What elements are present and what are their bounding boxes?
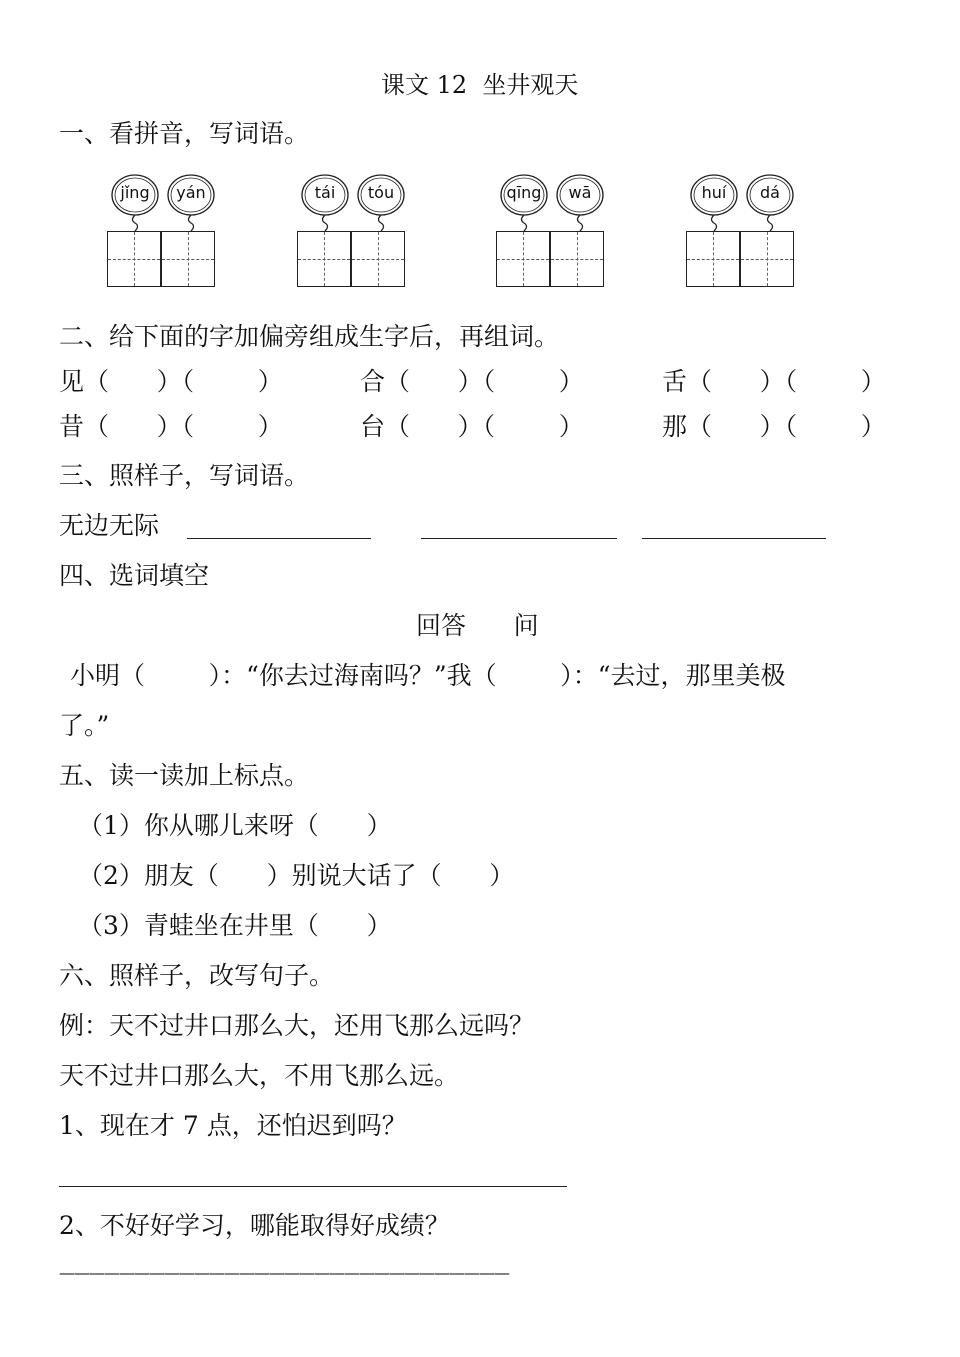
s4-sentence-line1: 小明（ ）：“你去过海南吗？”我（ ）：“去过，那里美极	[70, 661, 786, 690]
word-group-4	[684, 173, 796, 289]
section-1-heading: 一、看拼音，写词语。	[59, 119, 310, 148]
pinyin-bubble	[556, 173, 604, 217]
s6-example: 例：天不过井口那么大，还用飞那么远吗？	[59, 1011, 535, 1040]
pinyin-bubble	[301, 173, 349, 217]
pinyin-text: dá	[760, 183, 780, 202]
writing-grid[interactable]	[496, 231, 604, 287]
word-group-3	[494, 173, 606, 289]
pinyin-text: jǐng	[120, 183, 150, 202]
pinyin-text: qīng	[506, 183, 542, 202]
s5-question: （2）朋友（ ）别说大话了（ ）	[78, 861, 515, 890]
section-2-heading: 二、给下面的字加偏旁组成生字后，再组词。	[59, 322, 560, 351]
s3-example-word: 无边无际	[59, 511, 160, 540]
page-title: 课文 12 坐井观天	[381, 71, 579, 99]
radical-item: 合（ ）（ ）	[360, 367, 584, 396]
word-group-2	[295, 173, 407, 289]
answer-dash-line[interactable]: ——————————————————————————————	[59, 1263, 509, 1282]
pinyin-text: tóu	[367, 183, 395, 202]
s6-example-answer: 天不过井口那么大，不用飞那么远。	[59, 1061, 460, 1090]
s6-question: 2、不好好学习，哪能取得好成绩？	[59, 1211, 450, 1240]
radical-item: 舌（ ）（ ）	[662, 367, 886, 396]
pinyin-text: wā	[568, 183, 592, 202]
pinyin-text: yán	[176, 183, 206, 202]
radical-item: 那（ ）（ ）	[662, 412, 886, 441]
word-choices: 回答 问	[416, 611, 539, 640]
answer-line[interactable]	[421, 538, 617, 539]
s6-question: 1、现在才 7 点，还怕迟到吗？	[59, 1111, 407, 1140]
pinyin-text: huí	[701, 183, 727, 202]
answer-line[interactable]	[642, 538, 826, 539]
radical-item: 见（ ）（ ）	[59, 367, 283, 396]
answer-line[interactable]	[59, 1186, 567, 1187]
answer-line[interactable]	[187, 538, 371, 539]
s4-sentence-line2: 了。”	[59, 711, 110, 740]
writing-grid[interactable]	[686, 231, 794, 287]
s5-question: （1）你从哪儿来呀（ ）	[78, 811, 392, 840]
pinyin-bubble	[167, 173, 215, 217]
pinyin-bubble	[500, 173, 548, 217]
section-6-heading: 六、照样子，改写句子。	[59, 961, 335, 990]
pinyin-text: tái	[314, 183, 336, 202]
word-group-1	[105, 173, 217, 289]
pinyin-bubble	[357, 173, 405, 217]
pinyin-bubble	[746, 173, 794, 217]
writing-grid[interactable]	[107, 231, 215, 287]
pinyin-bubble	[690, 173, 738, 217]
writing-grid[interactable]	[297, 231, 405, 287]
section-4-heading: 四、选词填空	[59, 561, 210, 590]
section-5-heading: 五、读一读加上标点。	[59, 761, 310, 790]
radical-item: 台（ ）（ ）	[360, 412, 584, 441]
section-3-heading: 三、照样子，写词语。	[59, 461, 310, 490]
pinyin-bubble	[111, 173, 159, 217]
radical-item: 昔（ ）（ ）	[59, 412, 283, 441]
s5-question: （3）青蛙坐在井里（ ）	[78, 911, 392, 940]
